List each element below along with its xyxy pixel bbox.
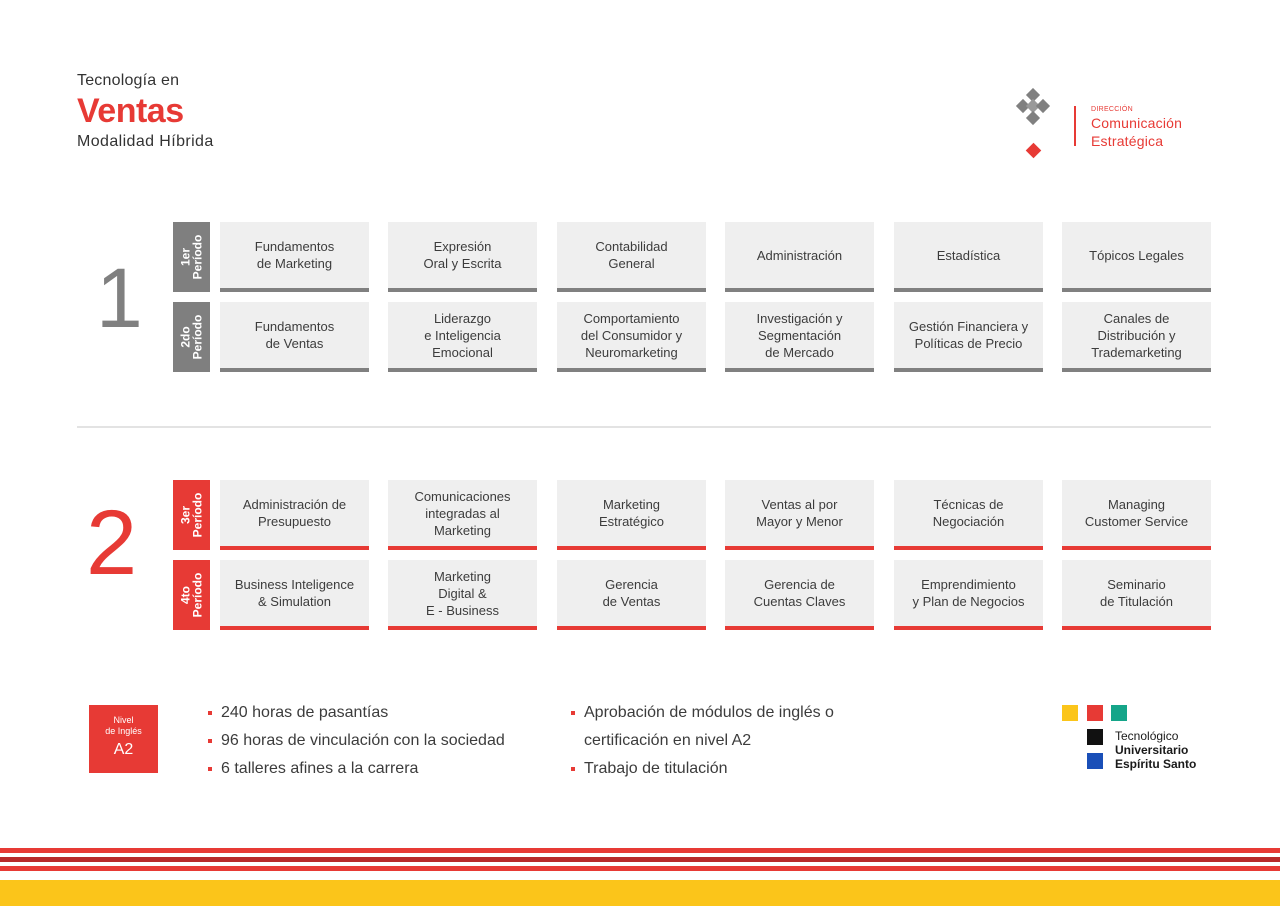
requirement-item-continuation: certificación en nivel A2 (584, 732, 752, 749)
english-level-label-1: Nivel (113, 715, 134, 725)
course-card: Ventas al por Mayor y Menor (725, 480, 874, 550)
logo-divider (1074, 106, 1076, 146)
requirement-item: 96 horas de vinculación con la sociedad (208, 727, 505, 755)
course-card: Liderazgo e Inteligencia Emocional (388, 302, 537, 372)
period-label: 4to Período (178, 572, 205, 618)
logo-black-square (1087, 729, 1103, 745)
period-tag-3 (173, 480, 210, 550)
course-card: Tópicos Legales (1062, 222, 1211, 292)
footer-stripe-red-1 (0, 848, 1280, 853)
course-card: Administración (725, 222, 874, 292)
course-card: Comunicaciones integradas al Marketing (388, 480, 537, 550)
program-title: Ventas (77, 92, 184, 130)
logo-direccion-label: DIRECCIÓN (1091, 106, 1133, 113)
period-label: 3er Período (178, 492, 205, 538)
requirements-list-right (571, 699, 834, 783)
period-tag-1 (173, 222, 210, 292)
course-card: Fundamentos de Marketing (220, 222, 369, 292)
logo-blue-square (1087, 753, 1103, 769)
requirement-item: Aprobación de módulos de inglés o (571, 699, 834, 727)
period-tag-2 (173, 302, 210, 372)
course-card: Comportamiento del Consumidor y Neuromarketing (557, 302, 706, 372)
period-label: 2do Período (178, 314, 205, 360)
year-separator (77, 426, 1211, 428)
diamond-logo-icon (1008, 88, 1060, 164)
logo-estrategica-label: Estratégica (1091, 133, 1164, 149)
logo-teal-square (1111, 705, 1127, 721)
requirements-list-left (208, 699, 505, 783)
logo-tecnologico-label: Tecnológico (1115, 729, 1179, 743)
logo-comunicacion-label: Comunicación (1091, 115, 1183, 131)
direccion-comunicacion-logo (1008, 88, 1218, 166)
requirement-item: Trabajo de titulación (571, 755, 834, 783)
requirement-item: 6 talleres afines a la carrera (208, 755, 505, 783)
logo-yellow-square (1062, 705, 1078, 721)
course-card: Fundamentos de Ventas (220, 302, 369, 372)
course-card: Business Inteligence & Simulation (220, 560, 369, 630)
program-pre-title: Tecnología en (77, 72, 180, 89)
course-card: Gerencia de Ventas (557, 560, 706, 630)
course-card: Estadística (894, 222, 1043, 292)
course-card: Canales de Distribución y Trademarketing (1062, 302, 1211, 372)
course-card: Administración de Presupuesto (220, 480, 369, 550)
program-title-block (77, 72, 214, 151)
course-card: Marketing Digital & E - Business (388, 560, 537, 630)
course-card: Técnicas de Negociación (894, 480, 1043, 550)
course-card: Seminario de Titulación (1062, 560, 1211, 630)
course-card: Gerencia de Cuentas Claves (725, 560, 874, 630)
period-label: 1er Período (178, 234, 205, 280)
logo-universitario-label: Universitario (1115, 743, 1189, 757)
course-card: Investigación y Segmentación de Mercado (725, 302, 874, 372)
english-level-value: A2 (113, 741, 134, 758)
year-number-1: 1 (96, 251, 143, 345)
tecnologico-espiritu-santo-logo (1062, 705, 1232, 775)
logo-red-square (1087, 705, 1103, 721)
footer-stripe-red-2 (0, 866, 1280, 871)
course-card: Marketing Estratégico (557, 480, 706, 550)
logo-espiritu-santo-label: Espíritu Santo (1115, 757, 1197, 771)
course-card: Gestión Financiera y Políticas de Precio (894, 302, 1043, 372)
footer-stripe-yellow (0, 880, 1280, 906)
program-modality: Modalidad Híbrida (77, 133, 214, 150)
course-card: Expresión Oral y Escrita (388, 222, 537, 292)
english-level-badge (89, 705, 158, 773)
course-card: Contabilidad General (557, 222, 706, 292)
year-number-2: 2 (86, 492, 138, 594)
english-level-label-2: de Inglés (105, 726, 142, 736)
footer-stripe-dark-red (0, 857, 1280, 862)
course-card: Managing Customer Service (1062, 480, 1211, 550)
requirement-item: 240 horas de pasantías (208, 699, 505, 727)
period-tag-4 (173, 560, 210, 630)
course-card: Emprendimiento y Plan de Negocios (894, 560, 1043, 630)
